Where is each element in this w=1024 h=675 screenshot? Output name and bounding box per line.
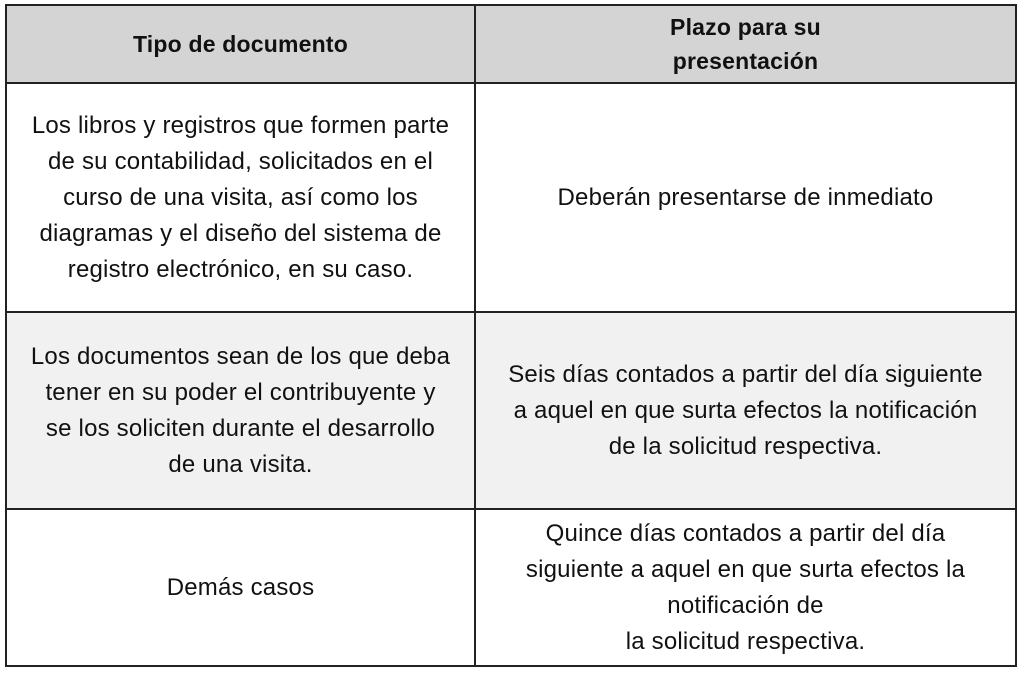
header-deadline: Plazo para su presentación	[476, 6, 1015, 84]
header-document-type: Tipo de documento	[7, 6, 476, 84]
row-3-deadline: Quince días contados a partir del día siguiente a aquel en que surta efectos la notificación de la solicitud respectiva.	[525, 519, 966, 655]
deadlines-table	[5, 4, 1017, 667]
row-2-deadline: Seis días contados a partir del día siguiente a aquel en que surta efectos la notificación de la solicitud respectiva.	[476, 313, 1015, 510]
row-3-document-type: Demás casos	[7, 510, 476, 665]
row-1-document-type: Los libros y registros que formen parte de su contabilidad, solicitados en el curso de una visita, así como los diagramas y el diseño del sistema de registro electrónico, en su caso.	[7, 84, 476, 313]
row-1-deadline: Deberán presentarse de inmediato	[476, 84, 1015, 313]
row-2-document-type: Los documentos sean de los que deba tener en su poder el contribuyente y se los soliciten durante el desarrollo de una visita.	[7, 313, 476, 510]
